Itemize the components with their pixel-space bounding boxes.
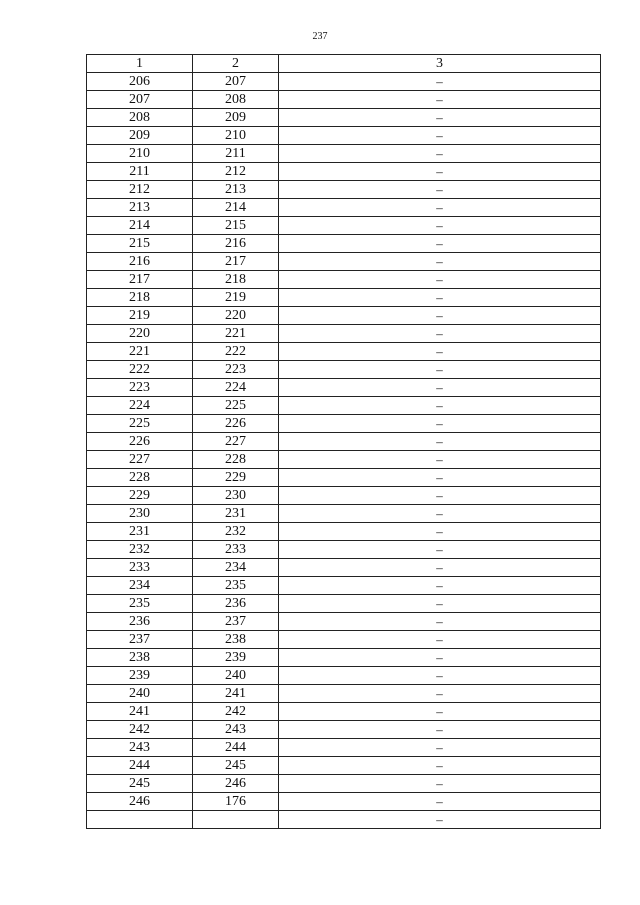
table-cell-col-1: 212 (87, 181, 193, 199)
table-row (87, 253, 601, 271)
table-cell-col-3: – (279, 271, 601, 289)
table-row (87, 307, 601, 325)
table-cell-col-3: – (279, 739, 601, 757)
data-table (86, 54, 601, 829)
column-header-1: 1 (87, 55, 193, 73)
table-row (87, 433, 601, 451)
table-cell-col-3: – (279, 235, 601, 253)
table-cell-col-2: 235 (193, 577, 279, 595)
table-cell-col-1: 229 (87, 487, 193, 505)
table-cell-col-3: – (279, 307, 601, 325)
table-row (87, 217, 601, 235)
table-cell-col-1: 217 (87, 271, 193, 289)
table-cell-col-3: – (279, 469, 601, 487)
table-row (87, 163, 601, 181)
table-cell-col-3: – (279, 109, 601, 127)
table-row (87, 91, 601, 109)
table-cell-col-2: 219 (193, 289, 279, 307)
table-cell-col-2: 227 (193, 433, 279, 451)
table-cell-col-2: 240 (193, 667, 279, 685)
table-cell-col-2: 239 (193, 649, 279, 667)
table-cell-col-3: – (279, 145, 601, 163)
table-row (87, 379, 601, 397)
table-cell-col-2: 245 (193, 757, 279, 775)
table-cell-col-1: 208 (87, 109, 193, 127)
table-row (87, 451, 601, 469)
table-cell-col-2: 209 (193, 109, 279, 127)
table-cell-col-2: 231 (193, 505, 279, 523)
table-cell-col-2: 238 (193, 631, 279, 649)
table-cell-col-1: 216 (87, 253, 193, 271)
table-row (87, 757, 601, 775)
table-row (87, 541, 601, 559)
table-row (87, 109, 601, 127)
table-row (87, 793, 601, 811)
table-cell-col-3: – (279, 127, 601, 145)
table-row (87, 685, 601, 703)
table-cell-col-1: 241 (87, 703, 193, 721)
table-cell-col-3: – (279, 631, 601, 649)
table-row (87, 289, 601, 307)
table-cell-col-3: – (279, 199, 601, 217)
table-cell-col-2: 217 (193, 253, 279, 271)
table-cell-col-3: – (279, 487, 601, 505)
table-cell-col-3: – (279, 163, 601, 181)
table-cell-col-1: 240 (87, 685, 193, 703)
table-cell-col-1: 232 (87, 541, 193, 559)
table-cell-col-2: 222 (193, 343, 279, 361)
table-cell-col-2: 218 (193, 271, 279, 289)
table-cell-col-3: – (279, 505, 601, 523)
table-cell-col-1: 233 (87, 559, 193, 577)
table-cell-col-1: 220 (87, 325, 193, 343)
table-cell-col-2: 232 (193, 523, 279, 541)
table-row (87, 703, 601, 721)
table-cell-col-3: – (279, 379, 601, 397)
table-cell-col-3: – (279, 217, 601, 235)
table-cell-col-3: – (279, 721, 601, 739)
table-cell-col-3: – (279, 559, 601, 577)
table-cell-col-3: – (279, 523, 601, 541)
table-cell-col-1: 214 (87, 217, 193, 235)
table-cell-col-1: 213 (87, 199, 193, 217)
table-cell-col-2: 207 (193, 73, 279, 91)
table-row (87, 145, 601, 163)
table-row (87, 487, 601, 505)
table-row (87, 613, 601, 631)
table-row (87, 667, 601, 685)
table-row (87, 577, 601, 595)
table-row (87, 739, 601, 757)
table-cell-col-1: 228 (87, 469, 193, 487)
table-cell-col-2: 210 (193, 127, 279, 145)
column-header-3: 3 (279, 55, 601, 73)
table-cell-col-2: 225 (193, 397, 279, 415)
table-cell-col-2: 230 (193, 487, 279, 505)
table-cell-col-2: 236 (193, 595, 279, 613)
table-cell-col-1: 235 (87, 595, 193, 613)
table-row (87, 811, 601, 829)
table-cell-col-3: – (279, 253, 601, 271)
table-row (87, 127, 601, 145)
table-cell-col-1: 244 (87, 757, 193, 775)
table-cell-col-2: 215 (193, 217, 279, 235)
table-cell-col-1: 211 (87, 163, 193, 181)
table-cell-col-1: 207 (87, 91, 193, 109)
table-cell-col-3: – (279, 595, 601, 613)
table-cell-col-1: 219 (87, 307, 193, 325)
table-cell-col-2: 237 (193, 613, 279, 631)
table-cell-col-3: – (279, 343, 601, 361)
table-cell-col-1: 239 (87, 667, 193, 685)
table-row (87, 181, 601, 199)
table-cell-col-3: – (279, 811, 601, 829)
table-cell-col-3: – (279, 613, 601, 631)
table-cell-col-3: – (279, 361, 601, 379)
table-cell-col-1: 231 (87, 523, 193, 541)
table-cell-col-1: 236 (87, 613, 193, 631)
column-header-2: 2 (193, 55, 279, 73)
table-cell-col-2: 212 (193, 163, 279, 181)
table-cell-col-2: 242 (193, 703, 279, 721)
table-cell-col-1: 226 (87, 433, 193, 451)
table-cell-col-3: – (279, 91, 601, 109)
table-cell-col-2: 223 (193, 361, 279, 379)
table-cell-col-2: 214 (193, 199, 279, 217)
table-cell-col-3: – (279, 541, 601, 559)
table-cell-col-1: 222 (87, 361, 193, 379)
table-cell-col-3: – (279, 181, 601, 199)
table-row (87, 361, 601, 379)
table-cell-col-3: – (279, 325, 601, 343)
table-cell-col-1: 243 (87, 739, 193, 757)
table-cell-col-3: – (279, 775, 601, 793)
table-header (87, 55, 601, 73)
table-cell-col-2: 228 (193, 451, 279, 469)
table-cell-col-3: – (279, 433, 601, 451)
table-cell-col-3: – (279, 649, 601, 667)
table-cell-col-2: 221 (193, 325, 279, 343)
table-row (87, 325, 601, 343)
table-cell-col-3: – (279, 577, 601, 595)
page-number: 237 (312, 31, 328, 42)
table-cell-col-2 (193, 811, 279, 829)
table-cell-col-2: 243 (193, 721, 279, 739)
table-row (87, 595, 601, 613)
table-cell-col-2: 211 (193, 145, 279, 163)
table-cell-col-3: – (279, 289, 601, 307)
table-cell-col-1: 238 (87, 649, 193, 667)
table-cell-col-1: 237 (87, 631, 193, 649)
table-row (87, 775, 601, 793)
table-cell-col-1: 245 (87, 775, 193, 793)
table-cell-col-1: 234 (87, 577, 193, 595)
table-row (87, 199, 601, 217)
table-cell-col-2: 224 (193, 379, 279, 397)
table-cell-col-3: – (279, 793, 601, 811)
table-row (87, 415, 601, 433)
table-cell-col-2: 234 (193, 559, 279, 577)
table-cell-col-2: 213 (193, 181, 279, 199)
header-row (87, 55, 601, 73)
table-cell-col-1: 218 (87, 289, 193, 307)
table-body (87, 73, 601, 829)
table-row (87, 343, 601, 361)
table-cell-col-3: – (279, 451, 601, 469)
table-cell-col-3: – (279, 397, 601, 415)
table-cell-col-1: 242 (87, 721, 193, 739)
table-cell-col-1: 246 (87, 793, 193, 811)
table-cell-col-3: – (279, 667, 601, 685)
table-cell-col-1: 209 (87, 127, 193, 145)
table-row (87, 721, 601, 739)
table-cell-col-2: 246 (193, 775, 279, 793)
table-cell-col-3: – (279, 415, 601, 433)
table-row (87, 397, 601, 415)
table-cell-col-1: 221 (87, 343, 193, 361)
table-row (87, 649, 601, 667)
table-cell-col-1: 225 (87, 415, 193, 433)
table-cell-col-3: – (279, 703, 601, 721)
table-cell-col-2: 216 (193, 235, 279, 253)
table-cell-col-2: 229 (193, 469, 279, 487)
table-cell-col-1: 215 (87, 235, 193, 253)
table-row (87, 505, 601, 523)
table-cell-col-2: 244 (193, 739, 279, 757)
table-cell-col-1: 227 (87, 451, 193, 469)
table-cell-col-2: 208 (193, 91, 279, 109)
table-cell-col-1: 206 (87, 73, 193, 91)
table-row (87, 73, 601, 91)
table-cell-col-3: – (279, 685, 601, 703)
table-cell-col-3: – (279, 73, 601, 91)
table-cell-col-2: 233 (193, 541, 279, 559)
table-cell-col-1: 210 (87, 145, 193, 163)
table-cell-col-2: 226 (193, 415, 279, 433)
table-row (87, 271, 601, 289)
table-cell-col-2: 220 (193, 307, 279, 325)
table-row (87, 235, 601, 253)
table-row (87, 631, 601, 649)
table-row (87, 559, 601, 577)
table-cell-col-3: – (279, 757, 601, 775)
table-cell-col-2: 241 (193, 685, 279, 703)
table-row (87, 523, 601, 541)
table-cell-col-1: 224 (87, 397, 193, 415)
table-cell-col-1: 223 (87, 379, 193, 397)
table-cell-col-2: 176 (193, 793, 279, 811)
table-cell-col-1 (87, 811, 193, 829)
table-cell-col-1: 230 (87, 505, 193, 523)
table-row (87, 469, 601, 487)
